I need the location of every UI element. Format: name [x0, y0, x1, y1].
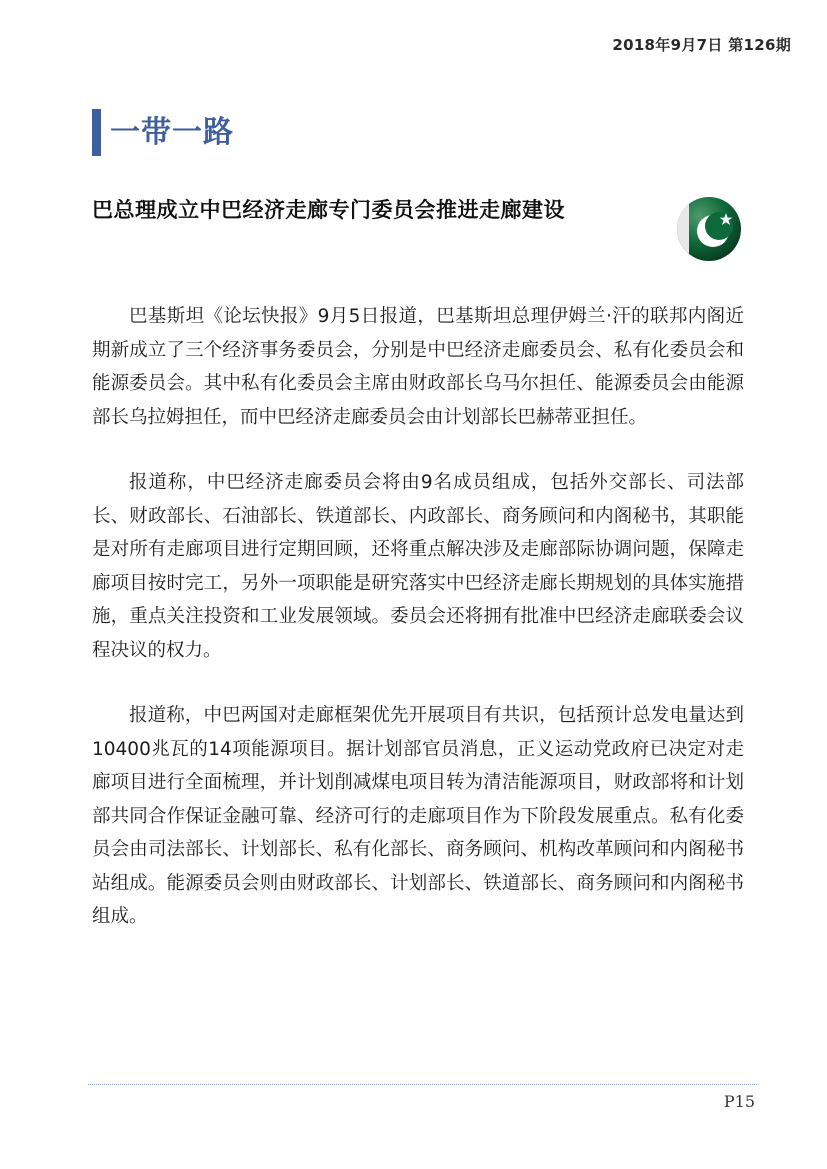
pakistan-flag-icon	[675, 195, 743, 263]
article-paragraph-1: 巴基斯坦《论坛快报》9月5日报道，巴基斯坦总理伊姆兰·汗的联邦内阁近期新成立了三个经济事务委员会，分别是中巴经济走廊委员会、私有化委员会和能源委员会。其中私有化委员会主席由财政部长乌马尔担任、能源委员会由能源部长乌拉姆担任，而中巴经济走廊委员会由计划部长巴赫蒂亚担任。	[92, 306, 744, 428]
page-number: P15	[723, 1092, 755, 1111]
footer-divider	[88, 1084, 757, 1085]
section-title: 一带一路	[110, 115, 234, 150]
section-accent-bar	[92, 109, 101, 156]
article-body	[92, 300, 744, 966]
article-paragraph-3: 报道称，中巴两国对走廊框架优先开展项目有共识，包括预计总发电量达到10400兆瓦的14项能源项目。据计划部官员消息，正义运动党政府已决定对走廊项目进行全面梳理，并计划削减煤电项目转为清洁能源项目，财政部将和计划部共同合作保证金融可靠、经济可行的走廊项目作为下阶段发展重点。私有化委员会由司法部长、计划部长、私有化部长、商务顾问、机构改革顾问和内阁秘书站组成。能源委员会则由财政部长、计划部长、铁道部长、商务顾问和内阁秘书组成。	[92, 705, 744, 927]
article-paragraph-2: 报道称，中巴经济走廊委员会将由9名成员组成，包括外交部长、司法部长、财政部长、石油部长、铁道部长、内政部长、商务顾问和内阁秘书，其职能是对所有走廊项目进行定期回顾，还将重点解决涉及走廊部际协调问题，保障走廊项目按时完工，另外一项职能是研究落实中巴经济走廊长期规划的具体实施措施，重点关注投资和工业发展领域。委员会还将拥有批准中巴经济走廊联委会议程决议的权力。	[92, 472, 744, 661]
article-headline: 巴总理成立中巴经济走廊专门委员会推进走廊建设	[92, 198, 565, 222]
header-date-issue: 2018年9月7日 第126期	[612, 36, 791, 54]
